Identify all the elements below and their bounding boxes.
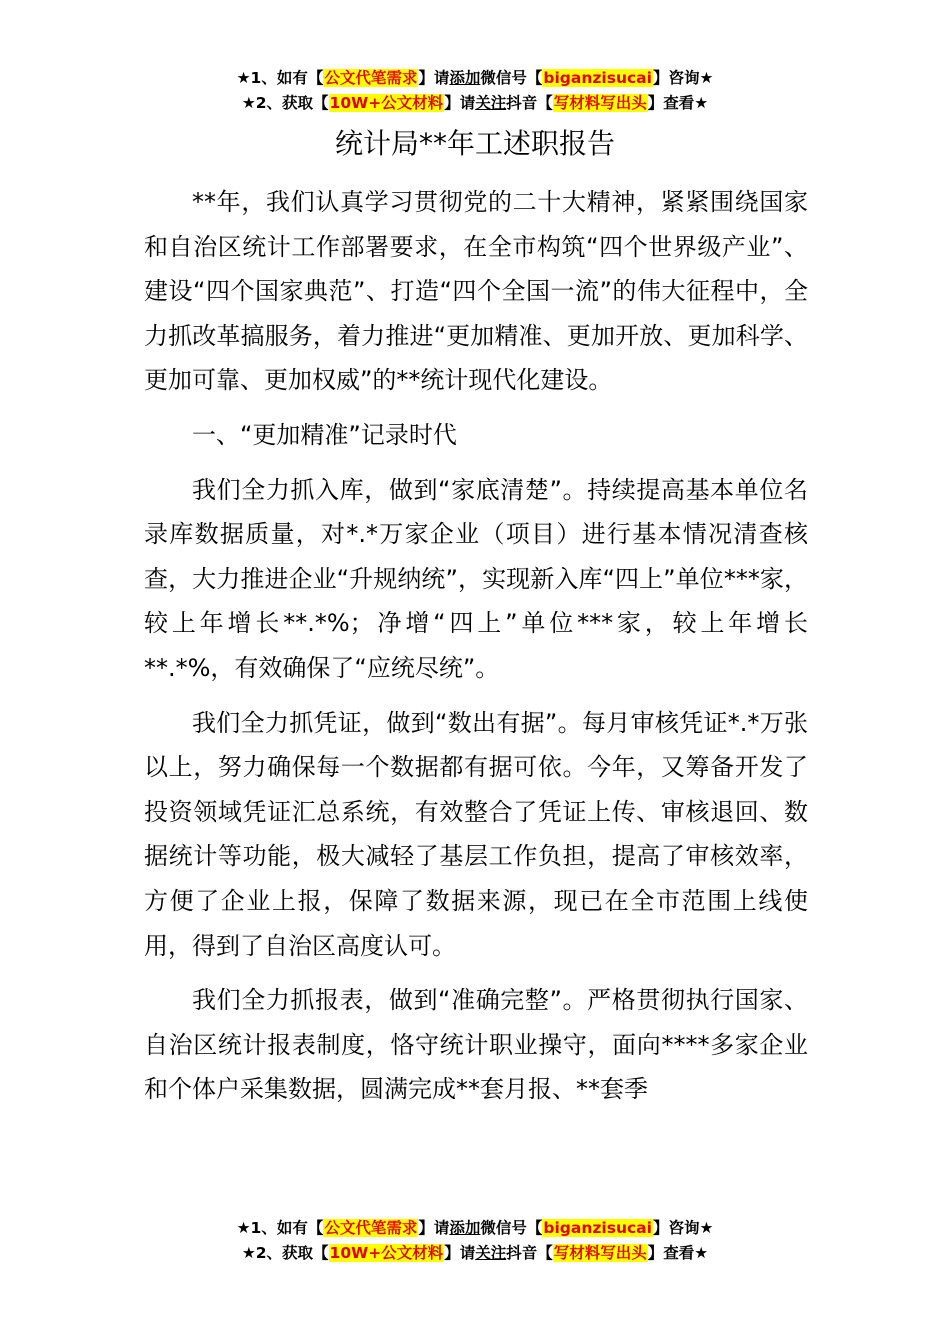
- header-banner: [0, 66, 950, 116]
- document-title: 统计局**年工述职报告: [334, 127, 615, 160]
- paragraph: 我们全力抓入库，做到“家底清楚”。持续提高基本单位名录库数据质量，对*.*万家企业（项目）进行基本情况清查核查，大力推进企业“升规纳统”，实现新入库“四上”单位***家，较上年增长**.*%；净增“四上”单位***家，较上年增长**.*%，有效确保了“应统尽统”。: [144, 475, 808, 682]
- highlight-materials: 10W+公文材料: [329, 1244, 444, 1262]
- banner-line-1: ★1、如有【公文代笔需求】请添加微信号【biganzisucai】咨询★: [236, 69, 714, 87]
- highlight-service: 公文代笔需求: [324, 1219, 418, 1237]
- highlight-douyin: 写材料写出头: [553, 1244, 647, 1262]
- document-body: [144, 180, 808, 1122]
- highlight-wechat-id: biganzisucai: [543, 69, 652, 87]
- banner-line-1: ★1、如有【公文代笔需求】请添加微信号【biganzisucai】咨询★: [236, 1219, 714, 1237]
- highlight-douyin: 写材料写出头: [553, 94, 647, 112]
- highlight-service: 公文代笔需求: [324, 69, 418, 87]
- highlight-wechat-id: biganzisucai: [543, 1219, 652, 1237]
- paragraph: 我们全力抓凭证，做到“数出有据”。每月审核凭证*.*万张以上，努力确保每一个数据都有据可依。今年，又筹备开发了投资领域凭证汇总系统，有效整合了凭证上传、审核退回、数据统计等功能，极大减轻了基层工作负担，提高了审核效率，方便了企业上报，保障了数据来源，现已在全市范围上线使用，得到了自治区高度认可。: [144, 708, 808, 960]
- highlight-materials: 10W+公文材料: [329, 94, 444, 112]
- banner-line-2: ★2、获取【10W+公文材料】请关注抖音【写材料写出头】查看★: [241, 1244, 709, 1262]
- banner-line-2: ★2、获取【10W+公文材料】请关注抖音【写材料写出头】查看★: [241, 94, 709, 112]
- footer-banner: [0, 1216, 950, 1266]
- paragraph: 我们全力抓报表，做到“准确完整”。严格贯彻执行国家、自治区统计报表制度，恪守统计职业操守，面向****多家企业和个体户采集数据，圆满完成**套月报、**套季: [144, 986, 808, 1104]
- section-heading: 一、“更加精准”记录时代: [192, 420, 457, 449]
- paragraph-intro: **年，我们认真学习贯彻党的二十大精神，紧紧围绕国家和自治区统计工作部署要求，在全市构筑“四个世界级产业”、建设“四个国家典范”、打造“四个全国一流”的伟大征程中，全力抓改革搞服务，着力推进“更加精准、更加开放、更加科学、更加可靠、更加权威”的**统计现代化建设。: [144, 188, 808, 395]
